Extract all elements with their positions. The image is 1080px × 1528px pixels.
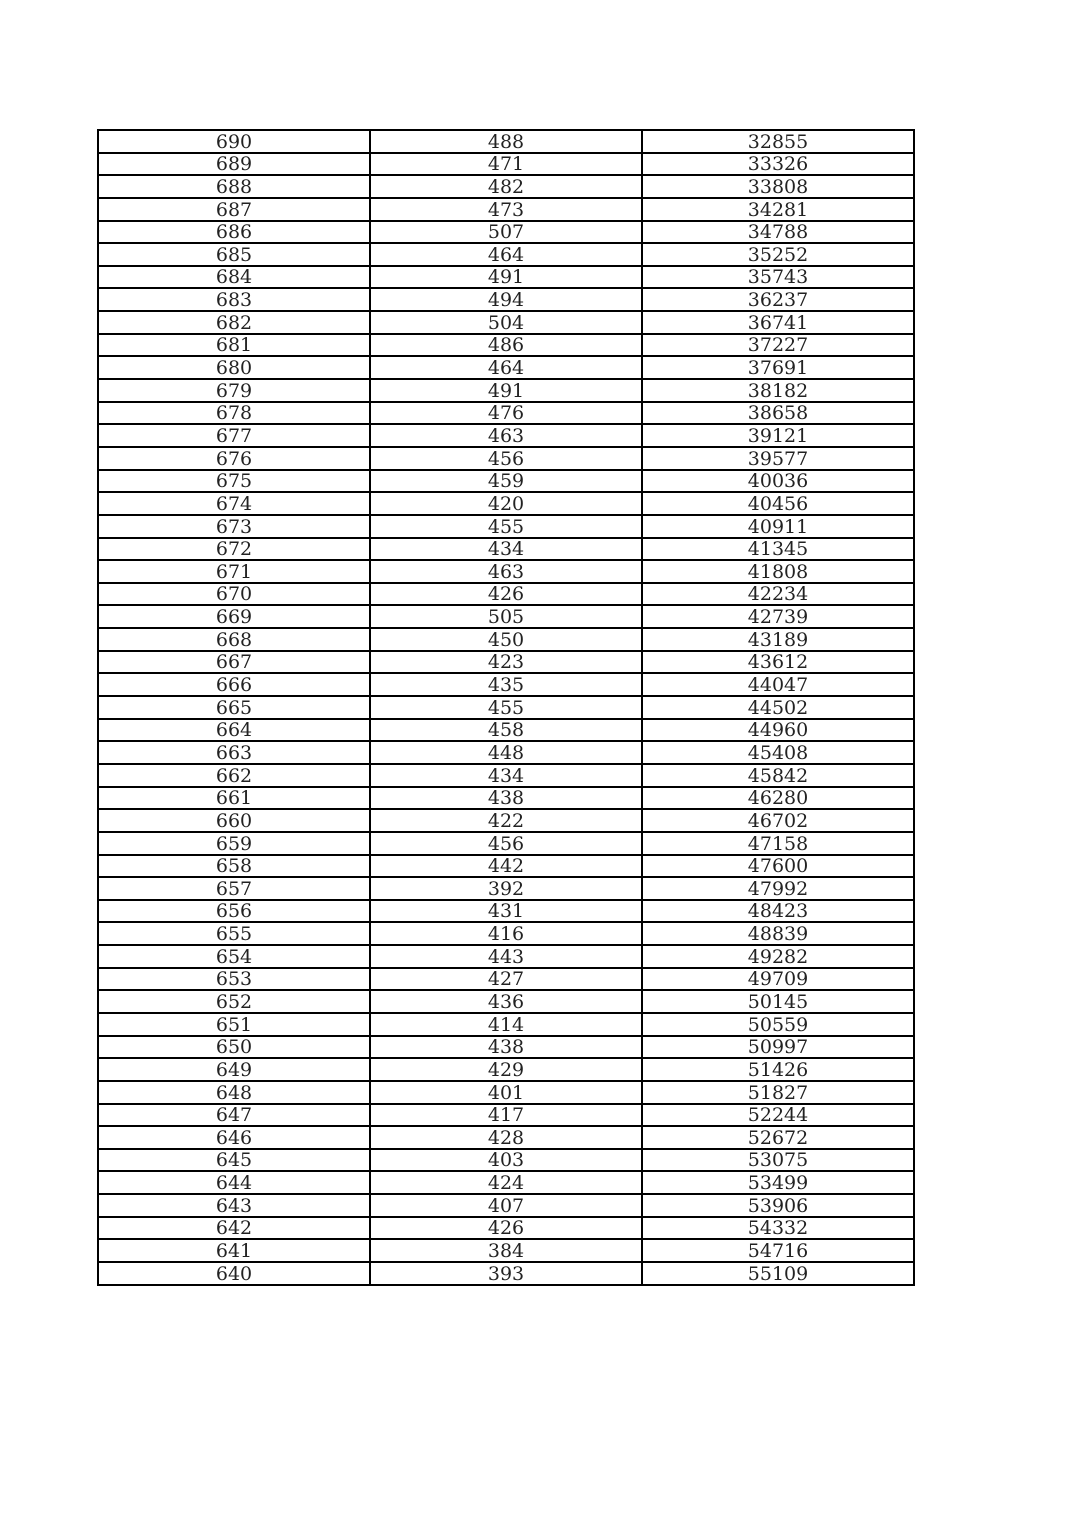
count-cell: 491 <box>370 379 642 402</box>
table-row <box>98 1171 914 1194</box>
table-row <box>98 424 914 447</box>
score-cell: 671 <box>98 560 370 583</box>
table-row <box>98 1194 914 1217</box>
cumulative-cell: 44502 <box>642 696 914 719</box>
cumulative-cell: 46280 <box>642 787 914 810</box>
count-cell: 403 <box>370 1149 642 1172</box>
score-cell: 686 <box>98 221 370 244</box>
cumulative-cell: 47158 <box>642 832 914 855</box>
cumulative-cell: 35252 <box>642 243 914 266</box>
table-row <box>98 243 914 266</box>
count-cell: 422 <box>370 809 642 832</box>
cumulative-cell: 50559 <box>642 1013 914 1036</box>
score-cell: 677 <box>98 424 370 447</box>
cumulative-cell: 53499 <box>642 1171 914 1194</box>
count-cell: 482 <box>370 175 642 198</box>
score-cell: 685 <box>98 243 370 266</box>
table-row <box>98 900 914 923</box>
table-row <box>98 1126 914 1149</box>
score-cell: 665 <box>98 696 370 719</box>
table-row <box>98 288 914 311</box>
count-cell: 505 <box>370 605 642 628</box>
table-row <box>98 787 914 810</box>
cumulative-cell: 33326 <box>642 153 914 176</box>
count-cell: 392 <box>370 877 642 900</box>
score-cell: 683 <box>98 288 370 311</box>
table-row <box>98 1239 914 1262</box>
cumulative-cell: 44960 <box>642 719 914 742</box>
score-cell: 655 <box>98 922 370 945</box>
table-row <box>98 1081 914 1104</box>
score-cell: 649 <box>98 1058 370 1081</box>
cumulative-cell: 46702 <box>642 809 914 832</box>
cumulative-cell: 39577 <box>642 447 914 470</box>
cumulative-cell: 54716 <box>642 1239 914 1262</box>
count-cell: 507 <box>370 221 642 244</box>
cumulative-cell: 41808 <box>642 560 914 583</box>
cumulative-cell: 48839 <box>642 922 914 945</box>
count-cell: 436 <box>370 990 642 1013</box>
cumulative-cell: 53075 <box>642 1149 914 1172</box>
score-cell: 640 <box>98 1262 370 1285</box>
cumulative-cell: 42234 <box>642 583 914 606</box>
cumulative-cell: 39121 <box>642 424 914 447</box>
score-cell: 662 <box>98 764 370 787</box>
count-cell: 407 <box>370 1194 642 1217</box>
cumulative-cell: 48423 <box>642 900 914 923</box>
cumulative-cell: 45842 <box>642 764 914 787</box>
count-cell: 494 <box>370 288 642 311</box>
score-cell: 661 <box>98 787 370 810</box>
table-row <box>98 696 914 719</box>
cumulative-cell: 35743 <box>642 266 914 289</box>
score-cell: 670 <box>98 583 370 606</box>
count-cell: 416 <box>370 922 642 945</box>
score-cell: 651 <box>98 1013 370 1036</box>
table-row <box>98 922 914 945</box>
count-cell: 438 <box>370 1036 642 1059</box>
cumulative-cell: 49709 <box>642 968 914 991</box>
score-cell: 666 <box>98 673 370 696</box>
table-row <box>98 1217 914 1240</box>
count-cell: 448 <box>370 741 642 764</box>
table-row <box>98 1036 914 1059</box>
score-cell: 660 <box>98 809 370 832</box>
table-body <box>98 130 914 1285</box>
count-cell: 463 <box>370 424 642 447</box>
score-cell: 674 <box>98 492 370 515</box>
count-cell: 491 <box>370 266 642 289</box>
table-row <box>98 809 914 832</box>
score-cell: 689 <box>98 153 370 176</box>
table-row <box>98 1058 914 1081</box>
score-cell: 673 <box>98 515 370 538</box>
score-table <box>97 129 915 1286</box>
table-row <box>98 719 914 742</box>
cumulative-cell: 36237 <box>642 288 914 311</box>
score-cell: 681 <box>98 334 370 357</box>
score-cell: 641 <box>98 1239 370 1262</box>
cumulative-cell: 42739 <box>642 605 914 628</box>
count-cell: 456 <box>370 832 642 855</box>
cumulative-cell: 32855 <box>642 130 914 153</box>
count-cell: 488 <box>370 130 642 153</box>
table-row <box>98 877 914 900</box>
cumulative-cell: 49282 <box>642 945 914 968</box>
score-cell: 678 <box>98 402 370 425</box>
count-cell: 429 <box>370 1058 642 1081</box>
table-row <box>98 311 914 334</box>
cumulative-cell: 40911 <box>642 515 914 538</box>
cumulative-cell: 50997 <box>642 1036 914 1059</box>
table-row <box>98 968 914 991</box>
count-cell: 456 <box>370 447 642 470</box>
score-cell: 659 <box>98 832 370 855</box>
score-cell: 644 <box>98 1171 370 1194</box>
count-cell: 504 <box>370 311 642 334</box>
table-row <box>98 990 914 1013</box>
cumulative-cell: 34788 <box>642 221 914 244</box>
cumulative-cell: 55109 <box>642 1262 914 1285</box>
table-row <box>98 221 914 244</box>
count-cell: 431 <box>370 900 642 923</box>
cumulative-cell: 52672 <box>642 1126 914 1149</box>
score-cell: 652 <box>98 990 370 1013</box>
table-row <box>98 855 914 878</box>
score-cell: 690 <box>98 130 370 153</box>
count-cell: 428 <box>370 1126 642 1149</box>
count-cell: 426 <box>370 1217 642 1240</box>
table-row <box>98 515 914 538</box>
table-row <box>98 266 914 289</box>
cumulative-cell: 38182 <box>642 379 914 402</box>
table-row <box>98 447 914 470</box>
score-cell: 646 <box>98 1126 370 1149</box>
count-cell: 417 <box>370 1104 642 1127</box>
score-cell: 647 <box>98 1104 370 1127</box>
table-row <box>98 334 914 357</box>
score-cell: 684 <box>98 266 370 289</box>
table-row <box>98 198 914 221</box>
table-row <box>98 764 914 787</box>
score-cell: 669 <box>98 605 370 628</box>
count-cell: 464 <box>370 356 642 379</box>
count-cell: 455 <box>370 696 642 719</box>
table-row <box>98 175 914 198</box>
score-cell: 675 <box>98 470 370 493</box>
score-cell: 679 <box>98 379 370 402</box>
table-row <box>98 628 914 651</box>
table-row <box>98 1149 914 1172</box>
count-cell: 442 <box>370 855 642 878</box>
count-cell: 420 <box>370 492 642 515</box>
count-cell: 473 <box>370 198 642 221</box>
table-row <box>98 605 914 628</box>
count-cell: 459 <box>370 470 642 493</box>
count-cell: 476 <box>370 402 642 425</box>
cumulative-cell: 34281 <box>642 198 914 221</box>
score-cell: 645 <box>98 1149 370 1172</box>
cumulative-cell: 45408 <box>642 741 914 764</box>
count-cell: 450 <box>370 628 642 651</box>
cumulative-cell: 40036 <box>642 470 914 493</box>
cumulative-cell: 41345 <box>642 538 914 561</box>
table-row <box>98 130 914 153</box>
score-cell: 658 <box>98 855 370 878</box>
count-cell: 434 <box>370 764 642 787</box>
cumulative-cell: 51426 <box>642 1058 914 1081</box>
count-cell: 434 <box>370 538 642 561</box>
table-row <box>98 1104 914 1127</box>
table-row <box>98 832 914 855</box>
table-row <box>98 492 914 515</box>
cumulative-cell: 36741 <box>642 311 914 334</box>
score-cell: 642 <box>98 1217 370 1240</box>
score-cell: 680 <box>98 356 370 379</box>
count-cell: 414 <box>370 1013 642 1036</box>
cumulative-cell: 53906 <box>642 1194 914 1217</box>
count-cell: 438 <box>370 787 642 810</box>
table-row <box>98 741 914 764</box>
table-row <box>98 560 914 583</box>
score-cell: 648 <box>98 1081 370 1104</box>
table-row <box>98 356 914 379</box>
score-cell: 667 <box>98 651 370 674</box>
score-cell: 664 <box>98 719 370 742</box>
table-row <box>98 402 914 425</box>
score-cell: 663 <box>98 741 370 764</box>
table-row <box>98 1013 914 1036</box>
table-row <box>98 470 914 493</box>
table-row <box>98 673 914 696</box>
cumulative-cell: 47992 <box>642 877 914 900</box>
count-cell: 443 <box>370 945 642 968</box>
cumulative-cell: 54332 <box>642 1217 914 1240</box>
count-cell: 393 <box>370 1262 642 1285</box>
cumulative-cell: 37227 <box>642 334 914 357</box>
count-cell: 471 <box>370 153 642 176</box>
table-row <box>98 538 914 561</box>
score-cell: 656 <box>98 900 370 923</box>
table-row <box>98 583 914 606</box>
count-cell: 384 <box>370 1239 642 1262</box>
cumulative-cell: 51827 <box>642 1081 914 1104</box>
cumulative-cell: 52244 <box>642 1104 914 1127</box>
cumulative-cell: 43612 <box>642 651 914 674</box>
score-cell: 668 <box>98 628 370 651</box>
count-cell: 486 <box>370 334 642 357</box>
score-cell: 643 <box>98 1194 370 1217</box>
count-cell: 464 <box>370 243 642 266</box>
count-cell: 435 <box>370 673 642 696</box>
count-cell: 455 <box>370 515 642 538</box>
score-cell: 654 <box>98 945 370 968</box>
count-cell: 458 <box>370 719 642 742</box>
score-cell: 653 <box>98 968 370 991</box>
score-cell: 657 <box>98 877 370 900</box>
count-cell: 423 <box>370 651 642 674</box>
cumulative-cell: 50145 <box>642 990 914 1013</box>
count-cell: 426 <box>370 583 642 606</box>
cumulative-cell: 37691 <box>642 356 914 379</box>
score-cell: 650 <box>98 1036 370 1059</box>
count-cell: 427 <box>370 968 642 991</box>
table-row <box>98 1262 914 1285</box>
score-cell: 688 <box>98 175 370 198</box>
count-cell: 401 <box>370 1081 642 1104</box>
count-cell: 424 <box>370 1171 642 1194</box>
cumulative-cell: 40456 <box>642 492 914 515</box>
table-row <box>98 651 914 674</box>
table-row <box>98 945 914 968</box>
score-cell: 687 <box>98 198 370 221</box>
count-cell: 463 <box>370 560 642 583</box>
cumulative-cell: 43189 <box>642 628 914 651</box>
table-row <box>98 379 914 402</box>
score-cell: 672 <box>98 538 370 561</box>
cumulative-cell: 44047 <box>642 673 914 696</box>
table-row <box>98 153 914 176</box>
cumulative-cell: 38658 <box>642 402 914 425</box>
cumulative-cell: 47600 <box>642 855 914 878</box>
cumulative-cell: 33808 <box>642 175 914 198</box>
score-cell: 676 <box>98 447 370 470</box>
score-cell: 682 <box>98 311 370 334</box>
